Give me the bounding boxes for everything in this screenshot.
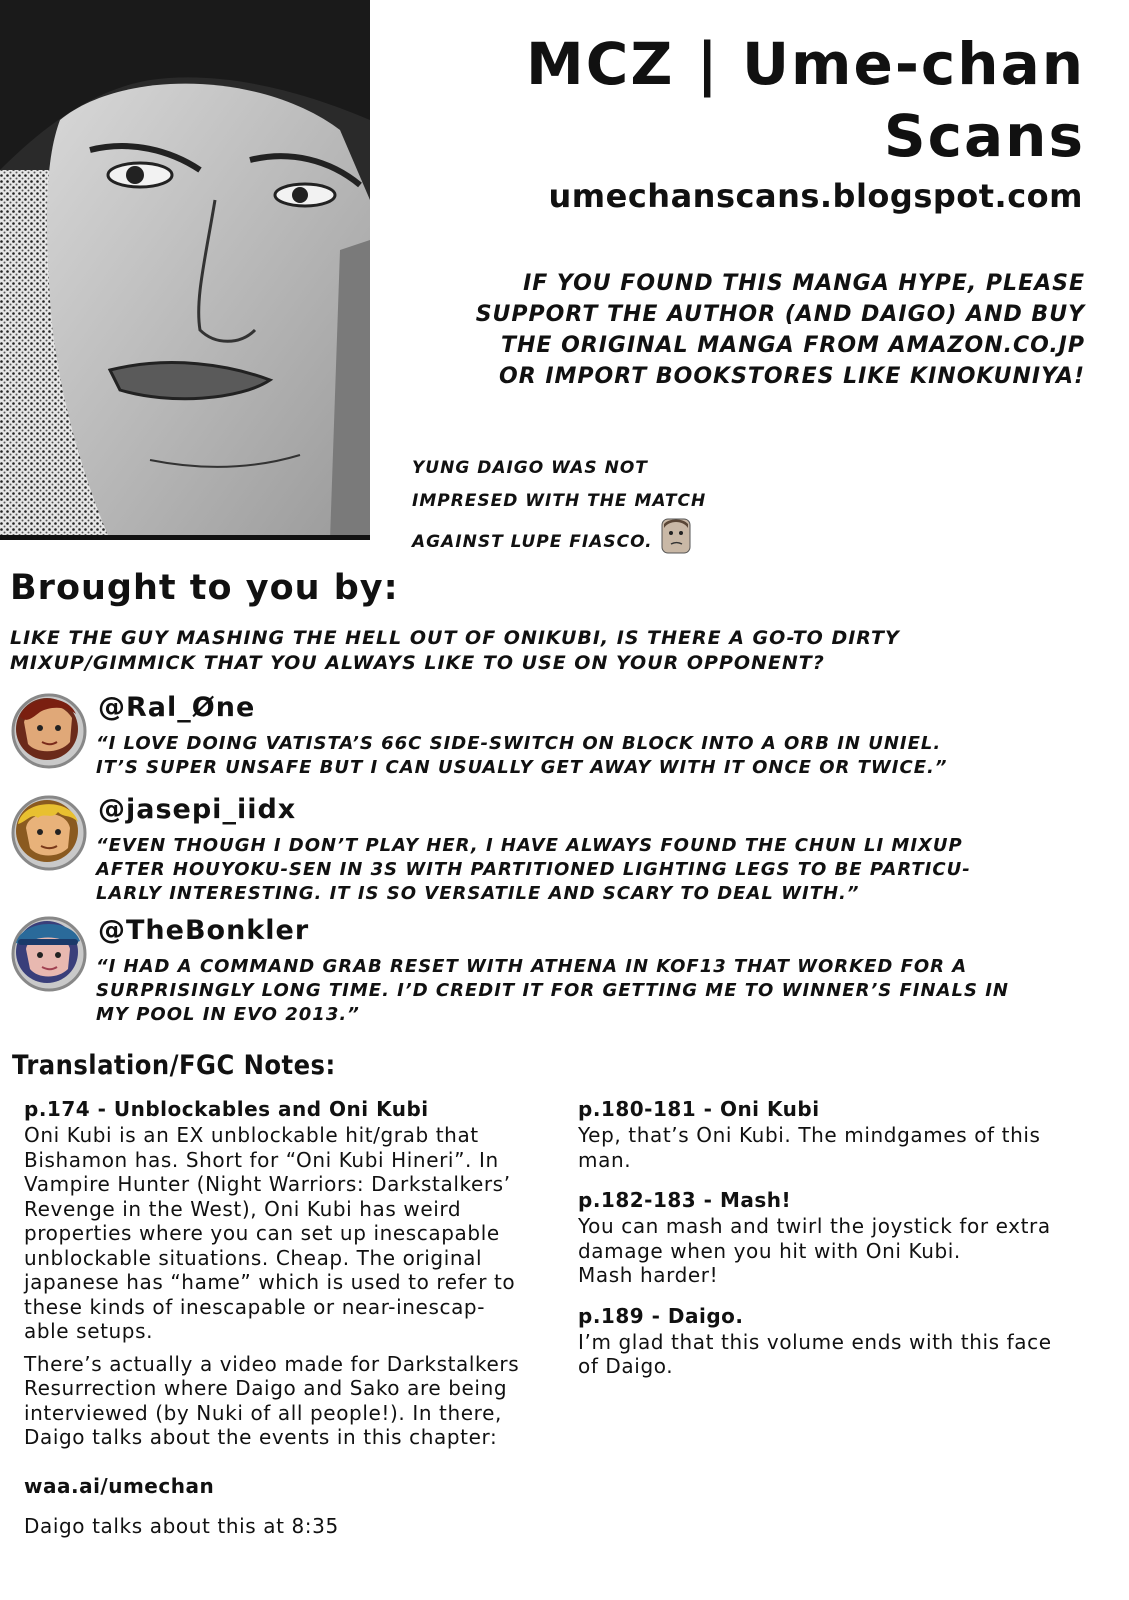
support-line: OR IMPORT BOOKSTORES LIKE KINOKUNIYA! <box>499 364 1085 389</box>
note-line: properties where you can set up inescapable <box>24 1221 500 1245</box>
contributor-quote <box>96 834 1096 906</box>
video-link[interactable]: waa.ai/umechan <box>24 1473 215 1498</box>
note-line: Resurrection where Daigo and Sako are being <box>24 1376 508 1400</box>
note-line: Daigo talks about the events in this chapter: <box>24 1425 498 1449</box>
question-line: MIXUP/GIMMICK THAT YOU ALWAYS LIKE TO USE ON YOUR OPPONENT? <box>10 652 825 674</box>
panel-caption <box>412 452 732 566</box>
note-line: able setups. <box>24 1319 154 1343</box>
support-message <box>445 268 1085 392</box>
contributor-question <box>10 626 1110 676</box>
chun-li-avatar-icon <box>10 915 88 998</box>
contributor-handle[interactable]: @jasepi_iidx <box>98 794 297 825</box>
caption-line: IMPRESED WITH THE MATCH <box>412 491 707 511</box>
website-link[interactable]: umechanscans.blogspot.com <box>548 177 1083 215</box>
caption-line: YUNG DAIGO WAS NOT <box>412 458 648 478</box>
manga-panel <box>0 0 370 540</box>
note-line: There’s actually a video made for Darkstalkers <box>24 1351 520 1376</box>
contributor-quote <box>96 732 1096 780</box>
manga-face-icon <box>0 0 370 540</box>
scanlator-title <box>465 28 1085 172</box>
note-line: damage when you hit with Oni Kubi. <box>578 1238 961 1263</box>
kappa-face-icon <box>661 518 691 566</box>
note-line: japanese has “hame” which is used to refer to <box>24 1270 516 1294</box>
notes-right-column <box>578 1095 1103 1379</box>
quote-line: LARLY INTERESTING. IT IS SO VERSATILE AND SCARY TO DEAL WITH.” <box>96 883 860 904</box>
title-line-1: MCZ | Ume-chan <box>526 30 1085 98</box>
quote-line: AFTER HOUYOKU-SEN IN 3S WITH PARTITIONED LIGHTING LEGS TO BE PARTICU- <box>96 859 971 880</box>
vatista-avatar-icon <box>10 692 88 775</box>
quote-line: IT’S SUPER UNSAFE BUT I CAN USUALLY GET AWAY WITH IT ONCE OR TWICE.” <box>96 757 948 778</box>
note-heading: p.182-183 - Mash! <box>578 1188 792 1212</box>
notes-left-column <box>24 1095 549 1538</box>
caption-line <box>412 518 732 566</box>
note-line: of Daigo. <box>578 1354 674 1378</box>
note-line: unblockable situations. Cheap. The original <box>24 1245 483 1270</box>
note-line: Revenge in the West), Oni Kubi has weird <box>24 1196 462 1221</box>
contributor-handle[interactable]: @Ral_Øne <box>98 692 256 723</box>
note-line: Bishamon has. Short for “Oni Kubi Hineri”. In <box>24 1147 499 1172</box>
brought-heading: Brought to you by: <box>10 568 399 608</box>
contributor-quote <box>96 955 1096 1027</box>
note-line: these kinds of inescapable or near-inescap- <box>24 1294 486 1319</box>
quote-line: “I HAD A COMMAND GRAB RESET WITH ATHENA IN KOF13 THAT WORKED FOR A <box>96 956 968 977</box>
note-line: Oni Kubi is an EX unblockable hit/grab that <box>24 1123 479 1147</box>
notes-heading: Translation/FGC Notes: <box>12 1050 336 1081</box>
note-heading: p.189 - Daigo. <box>578 1303 744 1328</box>
title-line-2: Scans <box>883 102 1085 170</box>
quote-line: MY POOL IN EVO 2013.” <box>96 1004 360 1025</box>
quote-line: SURPRISINGLY LONG TIME. I’D CREDIT IT FOR GETTING ME TO WINNER’S FINALS IN <box>96 980 1009 1001</box>
note-line: man. <box>578 1147 632 1172</box>
support-line: IF YOU FOUND THIS MANGA HYPE, PLEASE <box>523 271 1085 296</box>
quote-line: “EVEN THOUGH I DON’T PLAY HER, I HAVE ALWAYS FOUND THE CHUN LI MIXUP <box>96 835 963 856</box>
note-line: Yep, that’s Oni Kubi. The mindgames of this <box>578 1123 1041 1147</box>
note-line: Vampire Hunter (Night Warriors: Darkstalkers’ <box>24 1172 511 1196</box>
ken-avatar-icon <box>10 794 88 877</box>
support-line: SUPPORT THE AUTHOR (AND DAIGO) AND BUY <box>475 302 1085 327</box>
note-line: I’m glad that this volume ends with this face <box>578 1329 1052 1354</box>
video-timestamp: Daigo talks about this at 8:35 <box>24 1513 339 1538</box>
note-line: Mash harder! <box>578 1263 719 1287</box>
caption-line-text: AGAINST LUPE FIASCO. <box>412 532 653 552</box>
contributor-handle[interactable]: @TheBonkler <box>98 915 310 946</box>
support-line: THE ORIGINAL MANGA FROM AMAZON.CO.JP <box>501 333 1085 358</box>
note-heading: p.180-181 - Oni Kubi <box>578 1097 820 1121</box>
quote-line: “I LOVE DOING VATISTA’S 66C SIDE-SWITCH ON BLOCK INTO A ORB IN UNIEL. <box>96 733 942 754</box>
note-heading: p.174 - Unblockables and Oni Kubi <box>24 1097 429 1121</box>
note-line: You can mash and twirl the joystick for extra <box>578 1214 1051 1238</box>
note-line: interviewed (by Nuki of all people!). In there, <box>24 1400 502 1425</box>
question-line: LIKE THE GUY MASHING THE HELL OUT OF ONIKUBI, IS THERE A GO-TO DIRTY <box>10 627 900 649</box>
